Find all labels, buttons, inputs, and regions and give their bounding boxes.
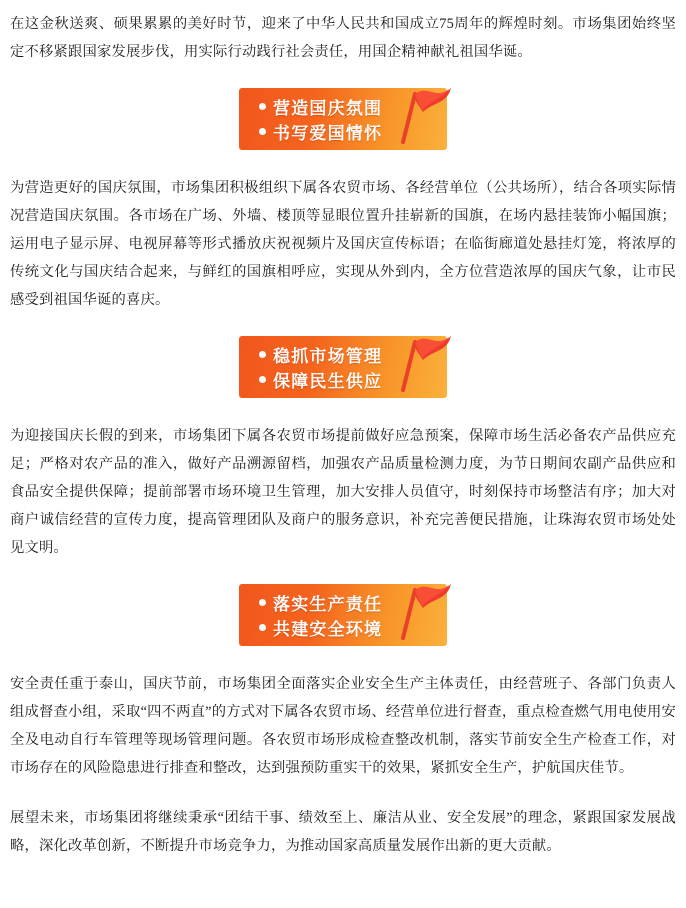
- section-banner-3-wrap: [8, 584, 678, 646]
- section-banner-2-wrap: [8, 336, 678, 398]
- banner-line: [259, 367, 447, 392]
- banner-1-line-2: 书写爱国情怀: [273, 124, 383, 143]
- bullet-dot-icon: [259, 128, 266, 135]
- banner-1-line-1: 营造国庆氛围: [273, 99, 383, 118]
- banner-line: [259, 590, 447, 615]
- paragraph-intro: 在这金秋送爽、硕果累累的美好时节，迎来了中华人民共和国成立75周年的辉煌时刻。市场集团始终坚定不移紧跟国家发展步伐，用实际行动践行社会责任，用国企精神献礼祖国华诞。: [10, 16, 676, 60]
- bullet-dot-icon: [259, 103, 266, 110]
- banner-line: [259, 615, 447, 640]
- banner-2-line-2: 保障民生供应: [273, 372, 383, 391]
- section-banner-3: [239, 584, 447, 646]
- banner-3-line-2: 共建安全环境: [273, 620, 383, 639]
- banner-line: [259, 94, 447, 119]
- bottom-spacer: [8, 880, 678, 890]
- section-banner-1: [239, 88, 447, 150]
- section-banner-2: [239, 336, 447, 398]
- banner-3-line-1: 落实生产责任: [273, 595, 383, 614]
- paragraph-atmosphere: 为营造更好的国庆氛围，市场集团积极组织下属各农贸市场、各经营单位（公共场所），结合各项实际情况营造国庆氛围。各市场在广场、外墙、楼顶等显眼位置升挂崭新的国旗，在场内悬挂装饰小幅国旗；运用电子显示屏、电视屏幕等形式播放庆祝视频片及国庆宣传标语；在临街廊道处悬挂灯笼，将浓厚的传统文化与国庆结合起来，与鲜红的国旗相呼应，实现从外到内，全方位营造浓厚的国庆气象，让市民感受到祖国华诞的喜庆。: [10, 180, 676, 308]
- paragraph-safety: 安全责任重于泰山，国庆节前，市场集团全面落实企业安全生产主体责任，由经营班子、各部门负责人组成督查小组，采取“四不两直”的方式对下属各农贸市场、经营单位进行督查，重点检查燃气用电使用安全及电动自行车管理等现场管理问题。各农贸市场形成检查整改机制，落实节前安全生产检查工作，对市场存在的风险隐患进行排查和整改，达到强预防重实干的效果，紧抓安全生产，护航国庆佳节。: [10, 676, 676, 776]
- paragraph-market-management: 为迎接国庆长假的到来，市场集团下属各农贸市场提前做好应急预案，保障市场生活必备农产品供应充足；严格对农产品的准入，做好产品溯源留档，加强农产品质量检测力度，为节日期间农副产品供应和食品安全提供保障；提前部署市场环境卫生管理，加大安排人员值守，时刻保持市场整洁有序；加大对商户诚信经营的宣传力度，提高管理团队及商户的服务意识，补充完善便民措施，让珠海农贸市场处处见文明。: [10, 428, 676, 556]
- banner-2-line-1: 稳抓市场管理: [273, 347, 383, 366]
- section-banner-1-wrap: [8, 88, 678, 150]
- paragraph-outlook: 展望未来，市场集团将继续秉承“团结干事、绩效至上、廉洁从业、安全发展”的理念，紧跟国家发展战略，深化改革创新，不断提升市场竞争力，为推动国家高质量发展作出新的更大贡献。: [10, 810, 676, 854]
- bullet-dot-icon: [259, 351, 266, 358]
- bullet-dot-icon: [259, 599, 266, 606]
- banner-line: [259, 119, 447, 144]
- banner-line: [259, 342, 447, 367]
- bullet-dot-icon: [259, 376, 266, 383]
- bullet-dot-icon: [259, 624, 266, 631]
